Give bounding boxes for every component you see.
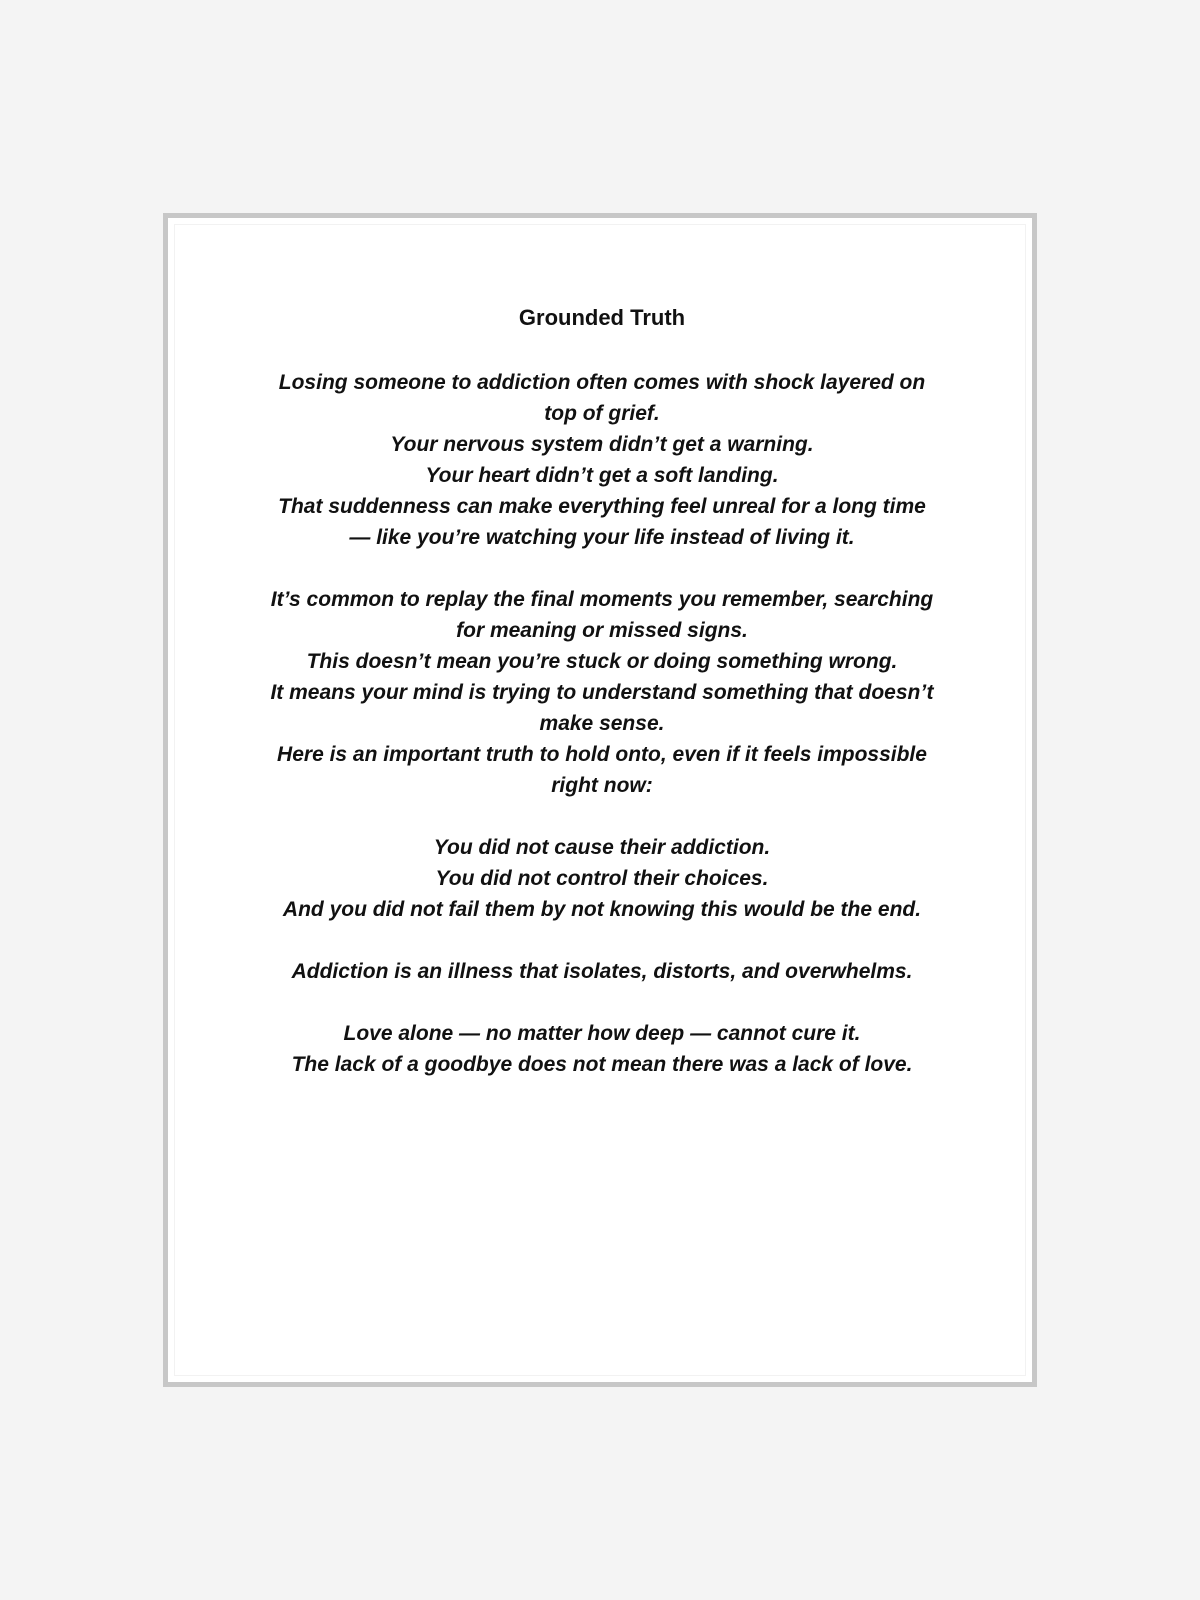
text-line: Your nervous system didn’t get a warning. xyxy=(390,433,814,456)
text-line: You did not cause their addiction. xyxy=(433,836,771,859)
text-line: Here is an important truth to hold onto, even if it feels impossible right now: xyxy=(277,743,927,797)
document-title: Grounded Truth xyxy=(518,305,686,330)
text-line: Addiction is an illness that isolates, distorts, and overwhelms. xyxy=(291,960,913,983)
text-line: It’s common to replay the final moments you remember, searching for meaning or missed signs. xyxy=(270,588,934,642)
text-line: This doesn’t mean you’re stuck or doing something wrong. xyxy=(306,650,898,673)
text-line: Losing someone to addiction often comes with shock layered on top of grief. xyxy=(278,371,926,425)
document-content xyxy=(266,302,938,1080)
text-line: And you did not fail them by not knowing this would be the end. xyxy=(282,898,922,921)
paragraph-1 xyxy=(266,367,938,553)
document-page xyxy=(174,224,1026,1376)
paragraph-4 xyxy=(266,956,938,987)
paragraph-5 xyxy=(266,1018,938,1080)
text-line: The lack of a goodbye does not mean there was a lack of love. xyxy=(291,1053,913,1076)
text-line: It means your mind is trying to understand something that doesn’t make sense. xyxy=(270,681,934,735)
text-line: That suddenness can make everything feel unreal for a long time — like you’re watching your life instead of living it. xyxy=(278,495,926,549)
paragraph-2 xyxy=(266,584,938,801)
text-line: Your heart didn’t get a soft landing. xyxy=(425,464,779,487)
text-line: You did not control their choices. xyxy=(435,867,769,890)
text-line: Love alone — no matter how deep — cannot cure it. xyxy=(343,1022,861,1045)
paragraph-3 xyxy=(266,832,938,925)
document-frame xyxy=(163,213,1037,1387)
